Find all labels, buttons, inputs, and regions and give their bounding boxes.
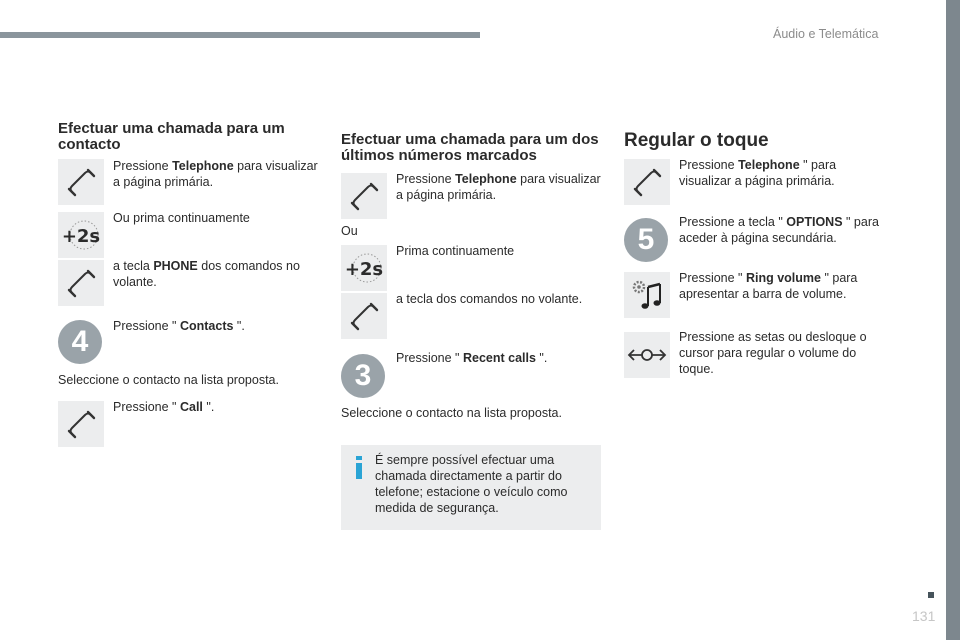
- info-text: É sempre possível efectuar uma chamada directamente a partir do telefone; estacione o veículo como medida de segurança.: [375, 453, 568, 515]
- svg-text:+2s: +2s: [344, 259, 384, 280]
- info-icon: [353, 455, 365, 481]
- phone-handset-icon: [58, 159, 104, 205]
- col2-or-label: Ou: [341, 224, 358, 238]
- col1-step3: a tecla PHONE dos comandos no volante.: [113, 259, 300, 289]
- svg-text:+2s: +2s: [61, 226, 101, 247]
- col2-step4: Pressione " Recent calls ".: [396, 351, 548, 365]
- col1-title: Efectuar uma chamada para um contacto: [58, 120, 285, 153]
- volume-slider-icon: [624, 332, 670, 378]
- step-number-badge: 5: [624, 218, 668, 262]
- col2-title: Efectuar uma chamada para um dos últimos números marcados: [341, 131, 599, 164]
- phone-handset-icon: [624, 159, 670, 205]
- page-marker: [928, 592, 934, 598]
- page-edge-bar: [946, 0, 960, 640]
- step-number-badge: 4: [58, 320, 102, 364]
- col3-step2: Pressione a tecla " OPTIONS " para aceder à página secundária.: [679, 215, 879, 245]
- phone-handset-icon: [58, 401, 104, 447]
- phone-handset-icon: [341, 173, 387, 219]
- col2-step2: Prima continuamente: [396, 244, 515, 258]
- col1-step1: Pressione Telephone para visualizar a página primária.: [113, 159, 318, 189]
- phone-handset-icon: [341, 293, 387, 339]
- gear-music-note-icon: [624, 272, 670, 318]
- col3-step3: Pressione " Ring volume " para apresentar a barra de volume.: [679, 271, 858, 301]
- hold-2s-icon: [58, 212, 104, 258]
- hold-2s-icon: [341, 245, 387, 291]
- info-box: [341, 445, 601, 530]
- col1-step2: Ou prima continuamente: [113, 211, 250, 225]
- section-title: Áudio e Telemática: [773, 27, 879, 41]
- col1-step6: Pressione " Call ".: [113, 400, 215, 414]
- page-number: 131: [912, 608, 936, 624]
- col3-title: Regular o toque: [624, 130, 769, 151]
- header-bar: [0, 32, 480, 38]
- col2-step3: a tecla dos comandos no volante.: [396, 292, 583, 306]
- col1-step5: Seleccione o contacto na lista proposta.: [58, 373, 279, 387]
- col1-step4: Pressione " Contacts ".: [113, 319, 245, 333]
- col3-step4: Pressione as setas ou desloque o cursor para regular o volume do toque.: [679, 330, 867, 376]
- col2-step1: Pressione Telephone para visualizar a página primária.: [396, 172, 601, 202]
- step-number-badge: 3: [341, 354, 385, 398]
- col3-step1: Pressione Telephone " para visualizar a página primária.: [679, 158, 837, 188]
- phone-handset-icon: [58, 260, 104, 306]
- col2-step5: Seleccione o contacto na lista proposta.: [341, 406, 562, 420]
